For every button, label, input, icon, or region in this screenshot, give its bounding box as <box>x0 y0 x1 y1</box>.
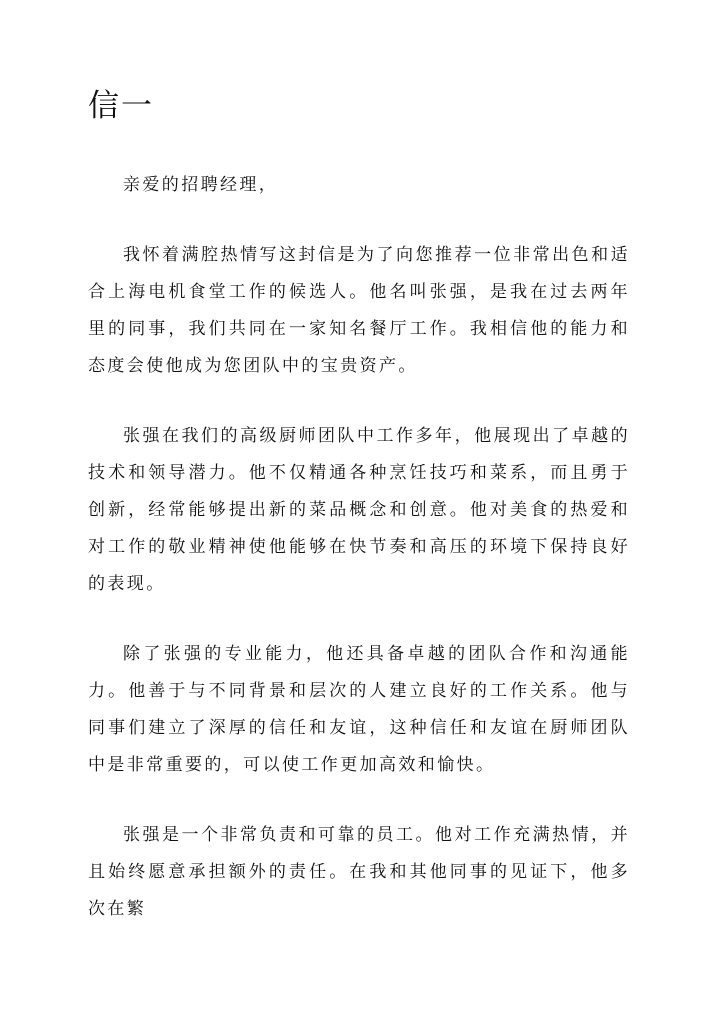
document-title: 信一 <box>88 88 154 124</box>
letter-body <box>88 167 630 961</box>
skills-paragraph: 张强在我们的高级厨师团队中工作多年，他展现出了卓越的技术和领导潜力。他不仅精通各种烹饪技巧和菜系，而且勇于创新，经常能够提出新的菜品概念和创意。他对美食的热爱和对工作的敬业精神使他能够在快节奏和高压的环境下保持良好的表现。 <box>88 426 630 594</box>
greeting-paragraph: 亲爱的招聘经理， <box>123 175 279 195</box>
responsibility-paragraph: 张强是一个非常负责和可靠的员工。他对工作充满热情，并且始终愿意承担额外的责任。在我和其他同事的见证下，他多次在繁 <box>88 825 630 919</box>
teamwork-paragraph: 除了张强的专业能力，他还具备卓越的团队合作和沟通能力。他善于与不同背景和层次的人建立良好的工作关系。他与同事们建立了深厚的信任和友谊，这种信任和友谊在厨师团队中是非常重要的，可以使工作更加高效和愉快。 <box>88 644 630 775</box>
intro-paragraph: 我怀着满腔热情写这封信是为了向您推荐一位非常出色和适合上海电机食堂工作的候选人。他名叫张强，是我在过去两年里的同事，我们共同在一家知名餐厅工作。我相信他的能力和态度会使他成为您团队中的宝贵资产。 <box>88 245 630 376</box>
